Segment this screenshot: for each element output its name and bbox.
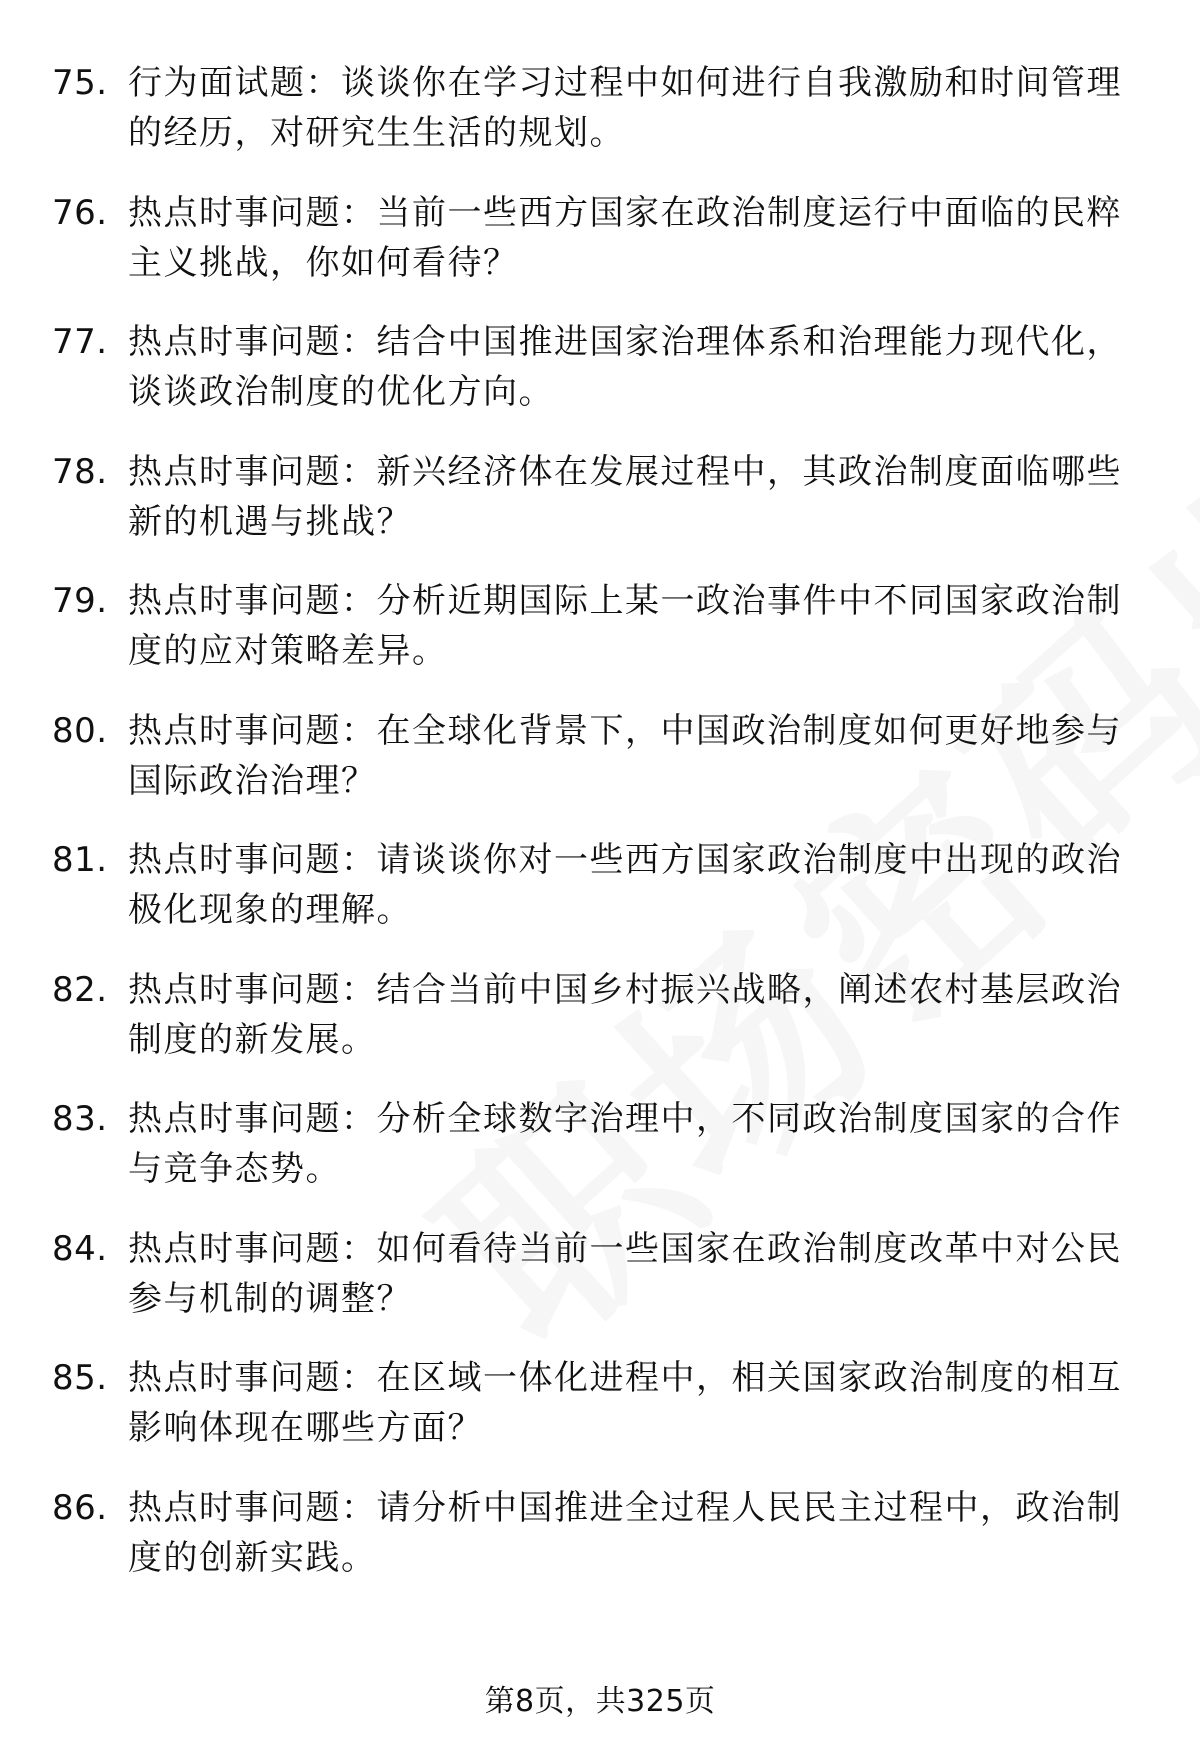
question-text: 热点时事问题：如何看待当前一些国家在政治制度改革中对公民参与机制的调整？: [128, 1228, 1122, 1319]
question-number: 86.: [52, 1487, 108, 1528]
question-number: 78.: [52, 451, 108, 492]
list-item: [52, 1353, 1147, 1483]
question-number: 84.: [52, 1228, 108, 1269]
page-footer: 第8页，共325页: [484, 1684, 716, 1719]
question-text: 热点时事问题：分析近期国际上某一政治事件中不同国家政治制度的应对策略差异。: [128, 581, 1122, 671]
list-item: [52, 1094, 1147, 1224]
question-number: 75.: [52, 63, 108, 103]
question-text: 热点时事问题：请谈谈你对一些西方国家政治制度中出现的政治极化现象的理解。: [128, 840, 1122, 930]
list-item: [52, 188, 1147, 318]
question-text: 热点时事问题：在区域一体化进程中，相关国家政治制度的相互影响体现在哪些方面？: [128, 1358, 1122, 1448]
question-text: 热点时事问题：在全球化背景下，中国政治制度如何更好地参与国际政治治理？: [128, 710, 1122, 801]
list-item: [52, 576, 1147, 706]
list-item: [52, 447, 1147, 577]
list-item: [52, 965, 1147, 1095]
question-text: 热点时事问题：新兴经济体在发展过程中，其政治制度面临哪些新的机遇与挑战？: [128, 451, 1122, 542]
question-text: 热点时事问题：结合当前中国乡村振兴战略，阐述农村基层政治制度的新发展。: [128, 969, 1122, 1060]
question-number: 81.: [52, 840, 108, 880]
question-text: 热点时事问题：当前一些西方国家在政治制度运行中面临的民粹主义挑战，你如何看待？: [128, 192, 1122, 283]
question-text: 热点时事问题：结合中国推进国家治理体系和治理能力现代化，谈谈政治制度的优化方向。: [128, 322, 1122, 412]
list-item: [52, 1483, 1147, 1613]
question-number: 82.: [52, 969, 108, 1010]
question-text: 热点时事问题：分析全球数字治理中，不同政治制度国家的合作与竞争态势。: [128, 1099, 1122, 1189]
question-list: [52, 58, 1147, 1612]
question-number: 80.: [52, 710, 108, 751]
list-item: [52, 835, 1147, 965]
question-text: 热点时事问题：请分析中国推进全过程人民民主过程中，政治制度的创新实践。: [128, 1487, 1122, 1578]
question-number: 83.: [52, 1099, 108, 1139]
question-number: 76.: [52, 192, 108, 233]
list-item: [52, 706, 1147, 836]
list-item: [52, 58, 1147, 188]
question-number: 79.: [52, 581, 108, 621]
list-item: [52, 317, 1147, 447]
question-number: 85.: [52, 1358, 108, 1398]
question-number: 77.: [52, 322, 108, 362]
question-text: 行为面试题：谈谈你在学习过程中如何进行自我激励和时间管理的经历，对研究生生活的规划。: [128, 63, 1122, 153]
list-item: [52, 1224, 1147, 1354]
